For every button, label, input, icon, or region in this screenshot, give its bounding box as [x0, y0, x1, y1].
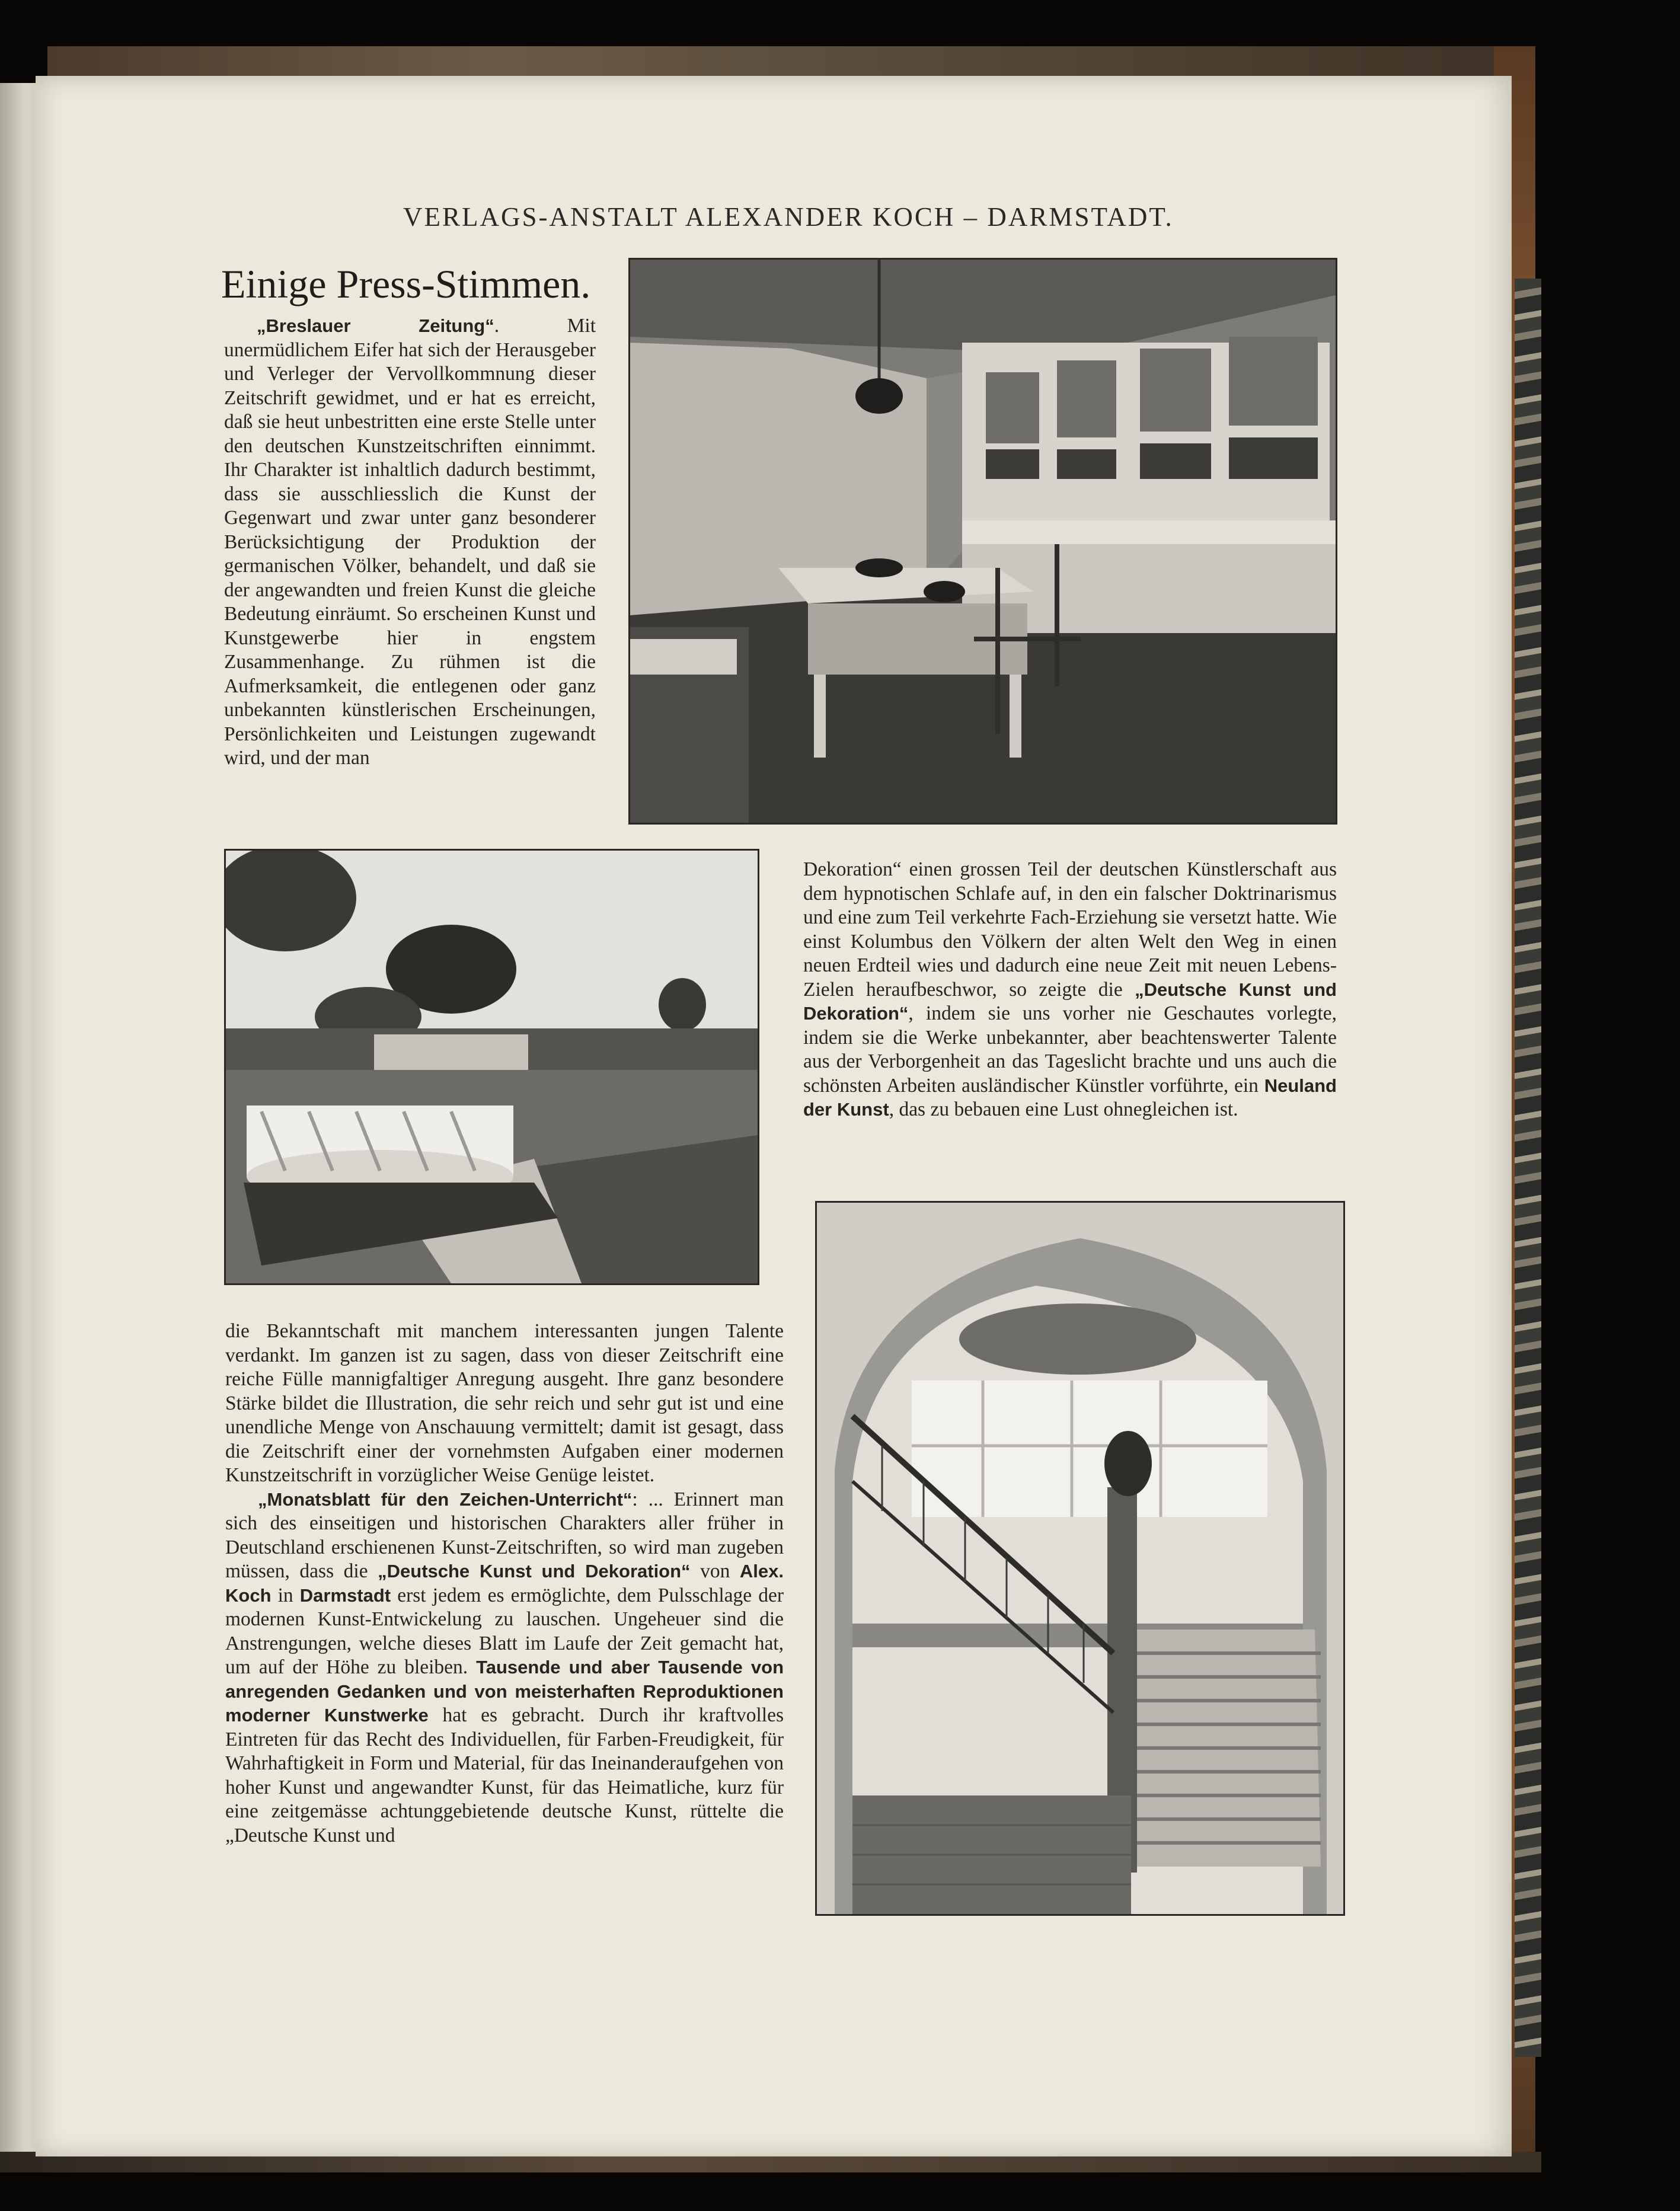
emphasis-text: „Deutsche Kunst und Dekoration“: [378, 1561, 691, 1581]
emphasis-text: „Deutsche Kunst und Dekoration“: [803, 979, 1337, 1024]
emphasis-text: Alex. Koch: [225, 1561, 784, 1606]
text-run: , indem sie uns vorher nie Geschautes vorlegte, indem sie die Werke unbekannter, aber beachtenswerter Talente aus der Verborgenheit an das Tageslicht brachte und uns auch die schönsten Arbeiten ausländischer Künstler vorführte, ein: [803, 1002, 1337, 1097]
paragraph-text: . Mit unermüdlichem Eifer hat sich der Herausgeber und Verleger der Vervollkommnung dieser Zeitschrift gewidmet, und er hat es erreicht, daß sie heut unbestritten eine erste Stelle unter den deutschen Kunstzeitschriften einnimmt. Ihr Charakter ist inhaltlich dadurch bestimmt, dass sie ausschliesslich die Kunst der Gegenwart und zwar unter ganz besonderer Berücksichtigung der Produktion der germanischen Völker, behandelt, und daß sie der angewandten und freien Kunst die gleiche Bedeutung einräumt. So erscheinen Kunst und Kunstgewerbe hier in engstem Zusammenhange. Zu rühmen ist die Aufmerksamkeit, die entlegenen oder ganz unbekannten künstlerischen Erscheinungen, Persönlichkeiten und Leistungen zugewandt wird, und der man: [224, 315, 596, 769]
paragraph-continuation: die Bekanntschaft mit manchem interessanten jungen Talente verdankt. Im ganzen ist zu sagen, dass von dieser Zeitschrift eine reiche Fülle mannigfaltiger Anregung ausgeht. Ihre ganz besondere Stärke bildet die Illustration, die sehr reich und sehr gut ist und eine unendliche Menge von Anschauung vermittelt; damit ist gesagt, dass die Zeitschrift einer der vornehmsten Aufgaben einer modernen Kunstzeitschrift in vorzüglicher Weise Genüge leistet.: [225, 1320, 784, 1486]
text-column-3: [803, 858, 1337, 1122]
emphasis-text: Tausende und aber Tausende von anregenden Gedanken und von meisterhaften Reproduktionen moderner Kunstwerke: [225, 1657, 784, 1726]
text-column-1: [224, 314, 596, 771]
running-header: VERLAGS-ANSTALT ALEXANDER KOCH – DARMSTADT.: [403, 202, 1174, 232]
text-run: : ... Erinnert man sich des einseitigen und historischen Charakters aller früher in Deutschland erschienenen Kunst-Zeitschriften, so wird man zugeben müssen, dass die: [225, 1488, 784, 1582]
text-run: von: [690, 1560, 740, 1582]
emphasis-text: Neuland der Kunst: [803, 1075, 1337, 1120]
garden-illustration: [226, 851, 758, 1283]
quote-source: „Monatsblatt für den Zeichen-Unterricht“: [258, 1488, 633, 1510]
paragraph-continuation: [803, 858, 1337, 1122]
paragraph-breslauer: [224, 314, 596, 771]
marbled-edge: [1515, 279, 1541, 2057]
staircase-photo: [815, 1201, 1345, 1916]
text-column-2: [225, 1319, 784, 1848]
text-run: Dekoration“ einen grossen Teil der deutschen Künstlerschaft aus dem hypnotischen Schlafe auf, in den ein falscher Doktrinarismus und eine zum Teil verkehrte Fach-Erziehung sie versetzt hatte. Wie einst Kolumbus den Völkern der alten Welt den Weg in einen neuen Erdteil wies und dadurch eine neue Zeit mit neuen Lebens-Zielen heraufbeschwor, so zeigte die: [803, 858, 1337, 1001]
text-run: erst jedem es ermöglichte, dem Pulsschlage der modernen Kunst-Entwickelung zu lauschen. Ungeheuer sind die Anstrengungen, welche dieses Blatt im Laufe der Zeit gemacht hat, um auf der Höhe zu bleiben.: [225, 1584, 784, 1678]
text-run: , das zu bebauen eine Lust ohnegleichen ist.: [889, 1098, 1238, 1120]
emphasis-text: Darmstadt: [299, 1584, 391, 1606]
kitchen-photo: [628, 258, 1337, 825]
staircase-illustration: [817, 1203, 1343, 1914]
text-run: hat es gebracht. Durch ihr kraftvolles Eintreten für das Recht des Individuellen, für Farben-Freudigkeit, für Wahrhaftigkeit in Form und Material, für das Ineinanderaufgehen von hoher Kunst und angewandter Kunst, für das Heimatliche, kurz für eine zeitgemässe achtunggebietende deutsche Kunst, rüttelte die „Deutsche Kunst und: [225, 1704, 784, 1846]
paragraph-monatsblatt: [225, 1488, 784, 1848]
kitchen-illustration: [630, 260, 1336, 823]
quote-source: „Breslauer Zeitung“: [257, 315, 494, 336]
garden-photo: [224, 849, 759, 1285]
text-run: in: [271, 1584, 300, 1606]
page-title: Einige Press-Stimmen.: [221, 261, 591, 306]
